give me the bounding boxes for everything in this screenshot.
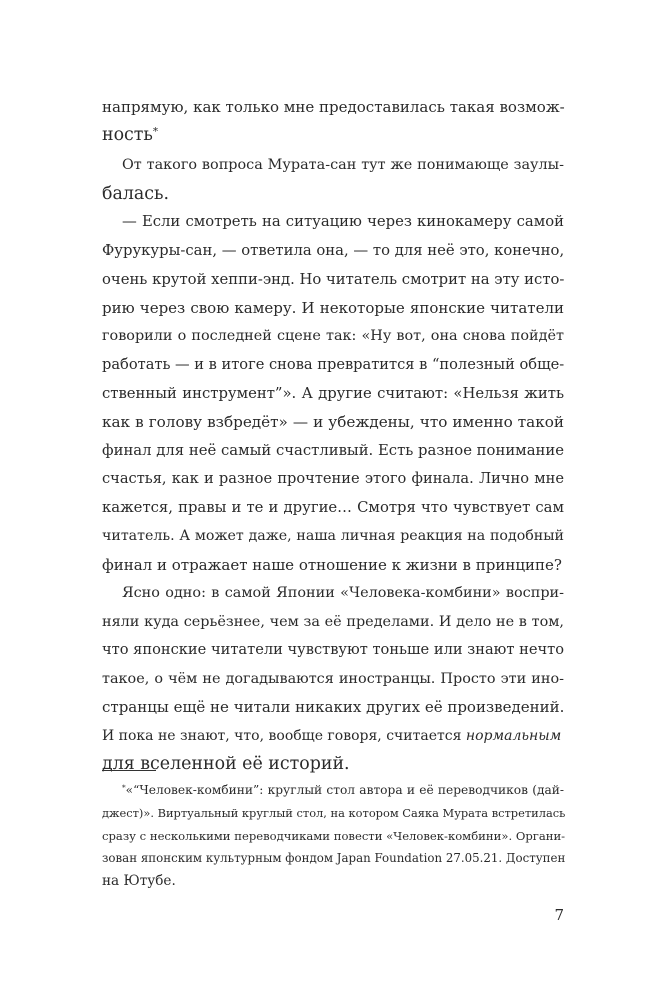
footnote-line: джест)». Виртуальный круглый стол, на котором Саяка Мурата встретилась — [102, 806, 566, 820]
text-line: — Если смотреть на ситуацию через кинокамеру самой — [122, 213, 564, 230]
footnote-line: *«“Человек-комбини”: круглый стол автора и её переводчиков (дай- — [122, 782, 564, 797]
text-line: финал для неё самый счастливый. Есть разное понимание — [102, 442, 564, 459]
text-line: читатель. А может даже, наша личная реакция на подобный — [102, 528, 564, 544]
footnote-line: сразу с несколькими переводчиками повести «Человек-комбини». Органи- — [102, 829, 566, 843]
text-line: работать — и в итоге снова превратится в “полезный обще- — [102, 356, 565, 373]
text-line: кажется, правы и те и другие… Смотря что чувствует сам — [102, 499, 564, 516]
text-line: как в голову взбредёт» — и убеждены, что именно такой — [102, 413, 564, 431]
text-line: такое, о чём не догадываются иностранцы. Просто эти ино- — [102, 671, 564, 687]
text-line: странцы ещё не читали никаких других её произведений. — [102, 698, 565, 716]
footnote-ref: * — [152, 125, 159, 138]
text-line: напрямую, как только мне предоставилась такая возмож- — [102, 98, 565, 116]
page-number: 7 — [554, 906, 564, 924]
text-line: финал и отражает наше отношение к жизни в принципе? — [102, 556, 562, 574]
footnote-line: зован японским культурным фондом Japan Foundation 27.05.21. Доступен — [102, 851, 566, 865]
text-line: ственный инструмент”». А другие считают: «Нельзя жить — [102, 385, 564, 402]
text-line: для вселенной её историй. — [102, 754, 350, 774]
italic-word: нормальным — [465, 728, 562, 744]
text-line: что японские читатели чувствуют тоньше или знают нечто — [102, 641, 564, 658]
footnote-line: на Ютубе. — [102, 873, 176, 889]
text-line: От такого вопроса Мурата-сан тут же понимающе заулы- — [122, 157, 564, 173]
text-line: очень крутой хеппи-энд. Но читатель смотрит на эту исто- — [102, 271, 565, 288]
text-line: рию через свою камеру. И некоторые японские читатели — [102, 299, 564, 317]
text-line: счастья, как и разное прочтение этого финала. Лично мне — [102, 470, 564, 487]
text-line: говорили о последней сцене так: «Ну вот, она снова пойдёт — [102, 328, 564, 344]
text-line: И пока не знают, что, вообще говоря, считается нормальным — [102, 728, 562, 744]
footnote-marker: * — [122, 782, 126, 792]
text-line: Фурукуры-сан, — ответила она, — то для неё это, конечно, — [102, 242, 565, 259]
text-line: балась. — [102, 184, 169, 204]
text-line: ность* — [102, 125, 159, 145]
text-line: Ясно одно: в самой Японии «Человека-комбини» воспри- — [122, 585, 564, 601]
footnote-divider — [102, 770, 156, 771]
text-line: няли куда серьёзнее, чем за её пределами. И дело не в том, — [102, 614, 564, 630]
